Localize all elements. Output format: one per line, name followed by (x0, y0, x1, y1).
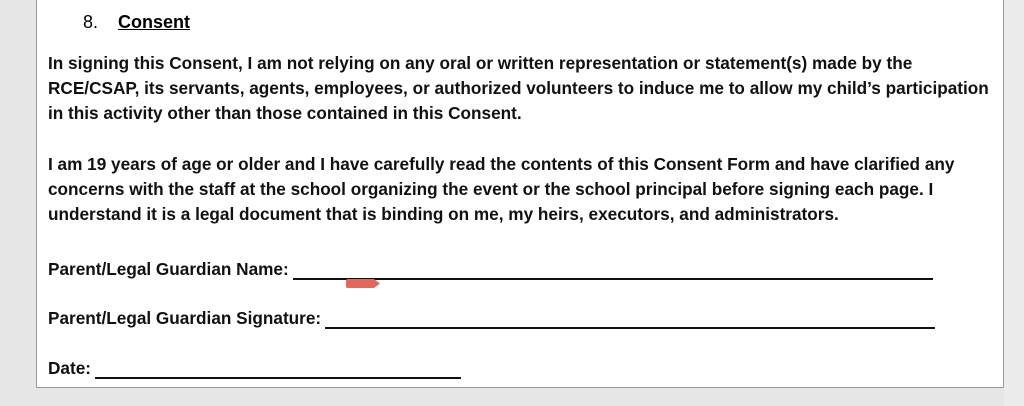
guardian-name-field (48, 256, 933, 280)
guardian-signature-label: Parent/Legal Guardian Signature: (48, 308, 322, 328)
date-field (48, 355, 461, 379)
guardian-signature-input-line[interactable] (325, 307, 935, 329)
section-title: Consent (118, 12, 190, 32)
document-page (36, 0, 1004, 388)
guardian-name-input-line[interactable] (293, 258, 933, 280)
right-margin-strip (1004, 0, 1024, 406)
section-heading (83, 12, 190, 33)
comment-marker-icon[interactable] (346, 279, 380, 288)
guardian-name-label: Parent/Legal Guardian Name: (48, 259, 289, 279)
consent-paragraph-2: I am 19 years of age or older and I have carefully read the contents of this Consent Form and have clarified any concerns with the staff at the school organizing the event or the school principal before signing each page. I understand it is a legal document that is binding on me, my heirs, executors, and administrators. (48, 154, 955, 224)
guardian-signature-field (48, 305, 935, 329)
section-number: 8. (83, 12, 99, 32)
date-label: Date: (48, 358, 91, 378)
date-input-line[interactable] (95, 357, 461, 379)
consent-paragraph-1: In signing this Consent, I am not relying on any oral or written representation or statement(s) made by the RCE/CSAP, its servants, agents, employees, or authorized volunteers to induce me to allow my child’s participation in this activity other than those contained in this Consent. (48, 53, 989, 123)
